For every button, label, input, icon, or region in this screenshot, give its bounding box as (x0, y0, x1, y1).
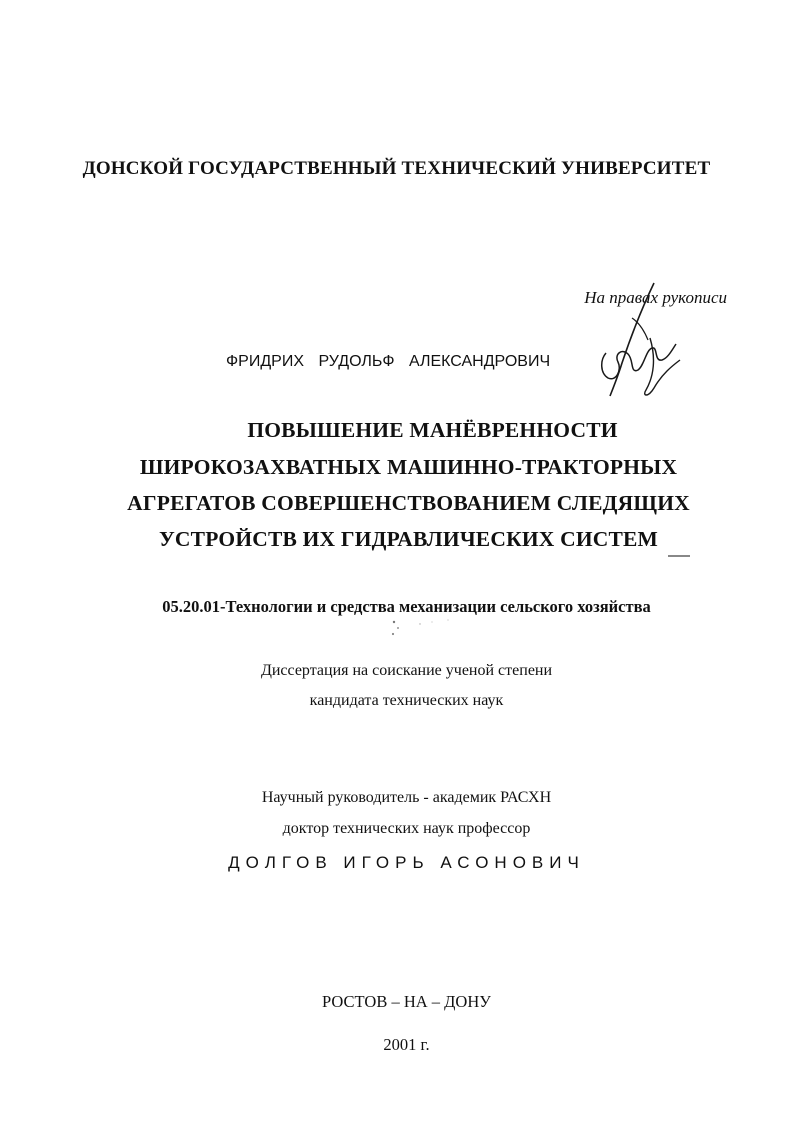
scan-artifact-mark (668, 555, 690, 557)
supervisor-line-2: доктор технических наук профессор (282, 820, 531, 837)
dissertation-line-2: кандидата технических наук (309, 692, 504, 709)
manuscript-rights-note: На правах рукописи (584, 288, 727, 307)
scan-specks (388, 616, 458, 646)
title-line-2: ШИРОКОЗАХВАТНЫХ МАШИННО-ТРАКТОРНЫХ (139, 455, 678, 479)
dissertation-line-1: Диссертация на соискание ученой степени (260, 662, 553, 679)
author-signature (592, 278, 684, 403)
city: РОСТОВ – НА – ДОНУ (322, 992, 491, 1011)
title-line-3: АГРЕГАТОВ СОВЕРШЕНСТВОВАНИЕМ СЛЕДЯЩИХ (127, 491, 690, 515)
title-line-1: ПОВЫШЕНИЕ МАНЁВРЕННОСТИ (247, 418, 618, 442)
supervisor-name: ДОЛГОВ ИГОРЬ АСОНОВИЧ (228, 853, 585, 872)
author-name: ФРИДРИХ РУДОЛЬФ АЛЕКСАНДРОВИЧ (226, 353, 551, 370)
supervisor-line-1: Научный руководитель - академик РАСХН (261, 789, 552, 806)
university-name: ДОНСКОЙ ГОСУДАРСТВЕННЫЙ ТЕХНИЧЕСКИЙ УНИВЕРСИТЕТ (82, 158, 711, 179)
specialty-code: 05.20.01-Технологии и средства механизации сельского хозяйства (162, 597, 651, 616)
title-line-4: УСТРОЙСТВ ИХ ГИДРАВЛИЧЕСКИХ СИСТЕМ (158, 527, 659, 551)
year: 2001 г. (383, 1035, 430, 1054)
